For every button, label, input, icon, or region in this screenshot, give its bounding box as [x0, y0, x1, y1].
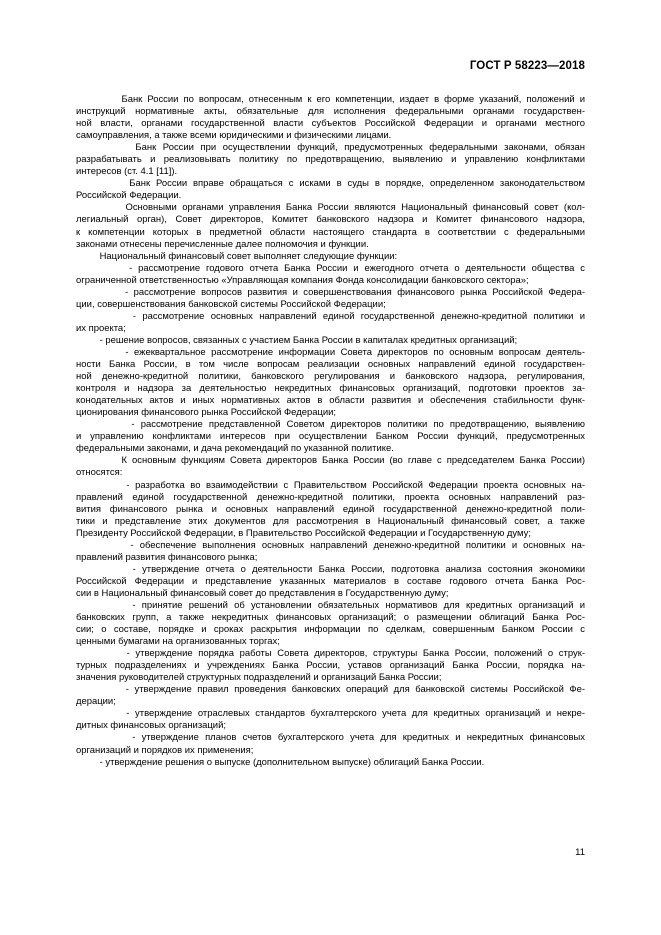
text-line: дитных финансовых организаций; [76, 720, 226, 732]
text-line: Российской Федерации. [76, 190, 182, 202]
text-line: конодательных актов и иных нормативных актов в области развития и обеспечения стабильности функ- [76, 395, 585, 407]
text-line: - рассмотрение годового отчета Банка России и ежегодного отчета о деятельности общества с [76, 262, 585, 274]
text-line: ционирования финансового рынка Российской Федерации; [76, 407, 337, 419]
text-line: ценными бумагами на организованных торгах; [76, 636, 280, 648]
text-line: тики и представление этих документов для рассмотрения в Национальный финансовый совет, а также [76, 515, 585, 527]
text-line: контроля и надзора за деятельностью некредитных финансовых организаций, подготовки проектов за- [76, 383, 585, 395]
text-line: ограниченной ответственностью «Управляющая компания Фонда консолидации банковского сектора»; [76, 274, 529, 286]
text-line: ции, совершенствования банковской системы Российской Федерации; [76, 298, 386, 310]
text-line: - утверждение правил проведения банковских операций для банковской системы Российской Фе- [76, 684, 585, 696]
text-line: Банк России вправе обращаться с исками в суды в порядке, определенном законодательством [76, 178, 585, 190]
text-line: Президенту Российской Федерации, в Правительство Российской Федерации и Государственную думу; [76, 527, 531, 539]
text-line: правлений единой государственной денежно-кредитной политики, проекта основных направлений раз- [76, 491, 585, 503]
text-line: - рассмотрение вопросов развития и совершенствования финансового рынка Российской Федера- [76, 286, 585, 298]
text-line: - утверждение планов счетов бухгалтерского учета для кредитных и некредитных финансовых [76, 732, 585, 744]
text-line: сии; о составе, порядке и сроках раскрытия информации по сделкам, совершенным Банком России с [76, 624, 585, 636]
text-line: инструкций нормативные акты, обязательные для исполнения федеральными органами государствен- [76, 106, 585, 118]
text-line: - решение вопросов, связанных с участием Банка России в капиталах кредитных организаций; [76, 334, 518, 346]
text-line: вития финансового рынка и основных направлений единой государственной денежно-кредитной поли- [76, 503, 585, 515]
text-line: - принятие решений об установлении обязательных нормативов для кредитных организаций и [76, 599, 585, 611]
text-line: К основным функциям Совета директоров Банка России (во главе с председателем Банка России) [76, 455, 585, 467]
text-line: федеральными законами, и дача рекомендаций по указанной политике. [76, 443, 394, 455]
text-line: Банк России при осуществлении функций, предусмотренных федеральными законами, обязан [76, 142, 585, 154]
document-code: ГОСТ Р 58223—2018 [469, 60, 585, 72]
text-line: - ежеквартальное рассмотрение информации Совета директоров по основным вопросам деятель- [76, 346, 585, 358]
text-line: Национальный финансовый совет выполняет следующие функции: [76, 250, 398, 262]
text-line: Банк России по вопросам, отнесенным к его компетенции, издает в форме указаний, положений и [76, 94, 585, 105]
text-line: турных подразделениях и учреждениях Банка России, уставов организаций Банка России, порядка на- [76, 660, 585, 672]
text-line: легиальный орган), Совет директоров, Комитет банковского надзора и Комитет финансового надзора, [76, 214, 585, 226]
text-line: сии в Национальный финансовый совет до представления в Государственную думу; [76, 587, 449, 599]
text-line: дерации; [76, 696, 116, 708]
text-line: к компетенции которых в предметной области настоящего стандарта в соответствии с федеральными [76, 226, 585, 238]
text-line: - утверждение решения о выпуске (дополнительном выпуске) облигаций Банка России. [76, 756, 485, 768]
body-text [76, 94, 585, 769]
text-line: ной власти, органами государственной власти субъектов Российской Федерации и органами местного [76, 118, 585, 130]
text-line: разрабатывать и реализовывать политику по предотвращению, выявлению и управлению конфликтами [76, 154, 585, 166]
text-line: и управлению конфликтами интересов при осуществлении Банком России функций, предусмотренных [76, 431, 585, 443]
text-line: организаций и порядков их применения; [76, 744, 254, 756]
page-number: 11 [575, 847, 585, 858]
text-line: - разработка во взаимодействии с Правительством Российской Федерации проекта основных на- [76, 479, 585, 491]
text-line: их проекта; [76, 322, 126, 334]
text-line: ной денежно-кредитной политики, банковского регулирования и банковского надзора, регулирования, [76, 371, 585, 383]
text-line: Основными органами управления Банка России являются Национальный финансовый совет (кол- [76, 202, 585, 214]
text-line: значения руководителей структурных подразделений и организаций Банка России; [76, 672, 442, 684]
text-line: - рассмотрение представленной Советом директоров политики по предотвращению, выявлению [76, 419, 585, 431]
text-line: - утверждение отраслевых стандартов бухгалтерского учета для кредитных организаций и некре- [76, 708, 585, 720]
text-line: Российской Федерации и представление указанных материалов в составе годового отчета Банка Рос- [76, 575, 585, 587]
text-line: правлений развития финансового рынка; [76, 551, 258, 563]
text-line: - обеспечение выполнения основных направлений денежно-кредитной политики и основных на- [76, 539, 585, 551]
text-line: законами отнесены перечисленные далее полномочия и функции. [76, 238, 369, 250]
text-line: - рассмотрение основных направлений единой государственной денежно-кредитной политики и [76, 310, 585, 322]
text-line: интересов (ст. 4.1 [11]). [76, 166, 178, 178]
text-line: самоуправления, а также всеми юридическими и физическими лицами. [76, 130, 392, 142]
text-line: относятся: [76, 467, 123, 479]
text-line: - утверждение порядка работы Совета директоров, структуры Банка России, положений о струк- [76, 648, 585, 660]
text-line: - утверждение отчета о деятельности Банка России, подготовка анализа состояния экономики [76, 563, 585, 575]
text-line: банковских групп, а также некредитных финансовых организаций; о размещении облигаций Банка Рос- [76, 612, 585, 624]
text-line: ности Банка России, в том числе вопросам реализации основных направлений единой государствен- [76, 359, 585, 371]
